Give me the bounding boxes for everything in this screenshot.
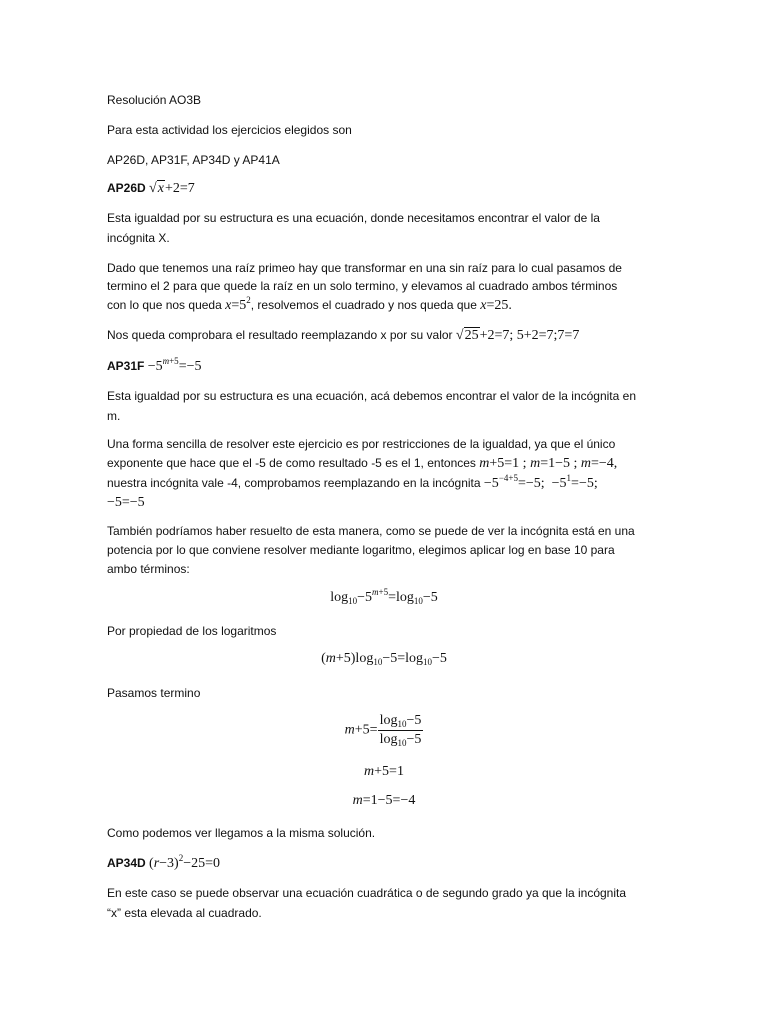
ap34d-p1-line1: En este caso se puede observar una ecuación cuadrática o de segundo grado ya que la incógnita <box>107 886 627 900</box>
ap26d-p2-line1: Dado que tenemos una raíz primeo hay que transformar en una sin raíz para lo cual pasamos de <box>107 261 622 275</box>
ap31f-conclusion: Como podemos ver llegamos a la misma solución. <box>107 826 376 840</box>
ap31f-p2-line1: Una forma sencilla de resolver este ejercicio es por restricciones de la igualdad, ya que el único <box>107 437 616 451</box>
document-title: Resolución AO3B <box>107 93 202 107</box>
ap26d-p2-line2: termino el 2 para que quede la raíz en un solo termino, y elevamos al cuadrado ambos términos <box>107 279 618 293</box>
ap31f-p3-line2: potencia por lo que conviene resolver mediante logaritmo, elegimos aplicar log en base 10 para <box>107 543 615 557</box>
ap31f-p2-line2: exponente que hace que el -5 de como resultado -5 es el 1, entonces m+5=1 ; m=1−5 ; m=−4, <box>107 456 618 471</box>
ap31f-p3-line3: ambo términos: <box>107 562 190 576</box>
log-fraction: m+5= $\frac{\log_{10}-5}{\log_{10}-5}$ <box>344 713 422 748</box>
ap31f-p3-line1: También podríamos haber resuelto de esta manera, como se puede de ver la incógnita está en una <box>107 524 635 538</box>
ap26d-check: Nos queda comprobara el resultado reemplazando x por su valor √25+2=7; 5+2=7;7=7 <box>107 328 580 343</box>
exercise-list: AP26D, AP31F, AP34D y AP41A <box>107 153 280 167</box>
ap31f-p2-line4: −5=−5 <box>107 495 145 510</box>
ap34d-label: AP34D <box>107 856 146 870</box>
ap31f-heading: $AP31F -5^{m+5}=-5$ <box>107 356 202 374</box>
intro-text: Para esta actividad los ejercicios elegidos son <box>107 123 352 137</box>
ap31f-p1-line2: m. <box>107 409 121 423</box>
ap31f-pasamos: Pasamos termino <box>107 686 201 700</box>
ap26d-equation: √x+2=7 <box>149 181 195 196</box>
ap26d-label: AP26D <box>107 181 146 195</box>
ap26d-p1-line1: Esta igualdad por su estructura es una ecuación, donde necesitamos encontrar el valor de la <box>107 211 600 225</box>
ap26d-heading <box>107 178 195 199</box>
ap31f-label: AP31F <box>107 359 145 373</box>
ap31f-p2-line3: nuestra incógnita vale -4, comprobamos reemplazando en la incógnita $-5^{-4+5}=-5$; $-5^1=-5$; <box>107 473 598 491</box>
ap34d-p1-line2: “x” esta elevada al cuadrado. <box>107 906 262 920</box>
log-equation-2: $(m+5)\log_{10}-5=\log_{10}-5$ <box>321 651 447 667</box>
step-m-plus-5: m+5=1 <box>364 764 404 779</box>
ap31f-p1-line1: Esta igualdad por su estructura es una ecuación, acá debemos encontrar el valor de la incógnita en <box>107 389 636 403</box>
ap26d-p1-line2: incógnita X. <box>107 231 170 245</box>
step-m-result: m=1−5=−4 <box>352 793 416 808</box>
ap26d-p2-line3: con lo que nos queda $x=5^2$, resolvemos el cuadrado y nos queda que x=25. <box>107 295 512 313</box>
ap31f-prop: Por propiedad de los logaritmos <box>107 624 277 638</box>
ap34d-heading: AP34D $(r-3)^2-25=0$ <box>107 853 221 871</box>
log-equation-1: $\log_{10}-5^{m+5}=\log_{10}-5$ <box>330 587 438 606</box>
